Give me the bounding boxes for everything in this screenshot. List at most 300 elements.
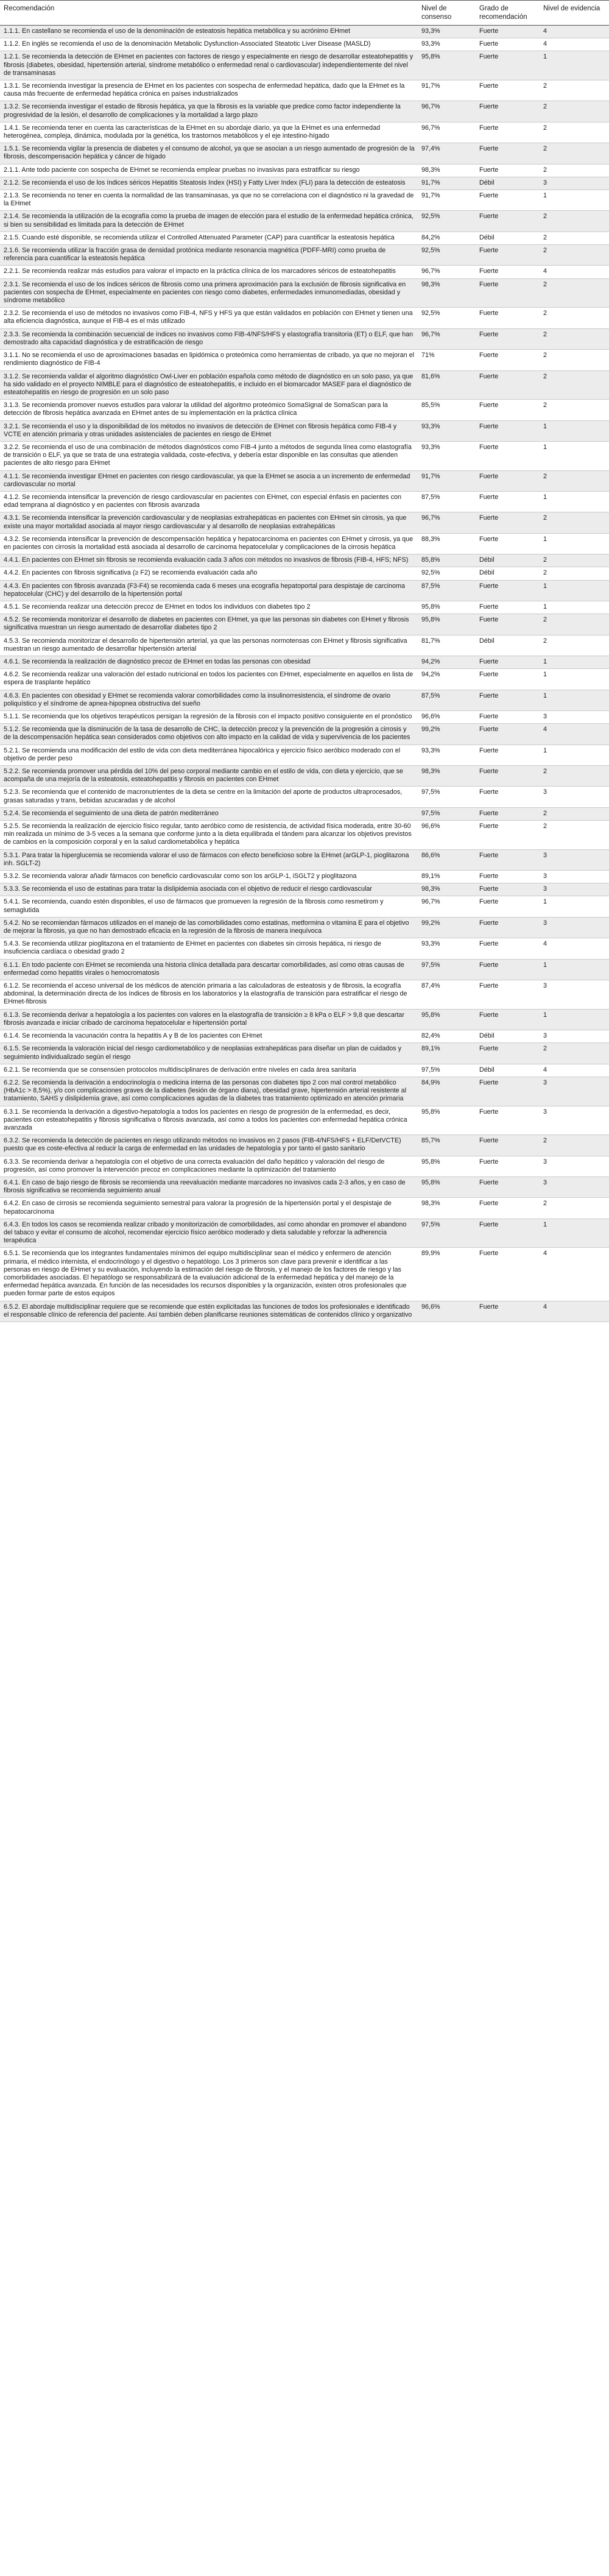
table-row <box>0 278 609 308</box>
table-row <box>0 190 609 211</box>
consensus-value: 93,3% <box>418 38 476 51</box>
evidence-level: 2 <box>540 1135 609 1156</box>
evidence-level: 3 <box>540 711 609 724</box>
header-nivel-evidencia: Nivel de evidencia <box>540 1 609 26</box>
table-row <box>0 938 609 959</box>
table-row <box>0 512 609 533</box>
recommendation-text: 5.4.2. No se recomiendan fármacos utilizados en el manejo de las comorbilidades como estatinas, metformina o vitamina E para el objetivo de mejorar la fibrosis, ya que no han demostrado eficacia en la regresión de la fibrosis de manera inequívoca <box>0 917 418 938</box>
grade-value: Fuerte <box>476 980 540 1010</box>
recommendation-text: 6.1.3. Se recomienda derivar a hepatología a los pacientes con valores en la elastografía de transición ≥ 8 kPa o ELF > 9,8 que descartar fibrosis avanzada e iniciar cribado de carcinoma hepatocelular e hipertensión portal <box>0 1009 418 1030</box>
recommendation-text: 1.5.1. Se recomienda vigilar la presencia de diabetes y el consumo de alcohol, ya que se asocian a un riesgo aumentado de progresión de la fibrosis, descompensación hepática y cáncer de hígado <box>0 143 418 164</box>
consensus-value: 95,8% <box>418 601 476 614</box>
evidence-level: 1 <box>540 669 609 690</box>
consensus-value: 93,3% <box>418 938 476 959</box>
consensus-value: 96,6% <box>418 711 476 724</box>
header-grado-recomendacion: Grado de recomendación <box>476 1 540 26</box>
evidence-level: 1 <box>540 1009 609 1030</box>
recommendation-text: 6.1.2. Se recomienda el acceso universal de los médicos de atención primaria a las calculadoras de esteatosis y de fibrosis, la ecografía abdominal, la determinación directa de los índices de fibrosis en los laboratorios y la elastografía de transición para estratificar el riesgo de EHmet-fibrosis <box>0 980 418 1010</box>
grade-value: Fuerte <box>476 724 540 745</box>
grade-value: Fuerte <box>476 711 540 724</box>
grade-value: Fuerte <box>476 512 540 533</box>
consensus-value: 98,3% <box>418 883 476 896</box>
evidence-level: 2 <box>540 278 609 308</box>
grade-value: Fuerte <box>476 1177 540 1197</box>
grade-value: Fuerte <box>476 959 540 980</box>
grade-value: Fuerte <box>476 917 540 938</box>
table-row <box>0 787 609 807</box>
consensus-value: 94,2% <box>418 669 476 690</box>
table-row <box>0 1177 609 1197</box>
evidence-level: 2 <box>540 308 609 328</box>
recommendation-text: 5.2.1. Se recomienda una modificación del estilo de vida con dieta mediterránea hipocalórica y ejercicio físico aeróbico moderado con el objetivo de perder peso <box>0 745 418 765</box>
consensus-value: 93,3% <box>418 745 476 765</box>
evidence-level: 2 <box>540 470 609 491</box>
recommendation-text: 4.6.1. Se recomienda la realización de diagnóstico precoz de EHmet en todas las personas con obesidad <box>0 656 418 668</box>
consensus-value: 92,5% <box>418 211 476 232</box>
grade-value: Fuerte <box>476 245 540 266</box>
table-row <box>0 1077 609 1106</box>
grade-value: Fuerte <box>476 491 540 512</box>
grade-value: Fuerte <box>476 400 540 420</box>
grade-value: Fuerte <box>476 370 540 400</box>
recommendation-text: 2.1.2. Se recomienda el uso de los índices séricos Hepatitis Steatosis Index (HSI) y Fatty Liver Index (FLI) para la detección de esteatosis <box>0 177 418 189</box>
evidence-level: 3 <box>540 1077 609 1106</box>
evidence-level: 1 <box>540 533 609 554</box>
consensus-value: 95,8% <box>418 1106 476 1135</box>
recommendation-text: 6.2.1. Se recomienda que se consensúen protocolos multidisciplinares de derivación entre niveles en cada área sanitaria <box>0 1064 418 1077</box>
grade-value: Fuerte <box>476 1106 540 1135</box>
consensus-value: 71% <box>418 350 476 370</box>
recommendation-text: 4.4.2. En pacientes con fibrosis significativa (≥ F2) se recomienda evaluación cada año <box>0 567 418 580</box>
consensus-value: 87,4% <box>418 980 476 1010</box>
recommendation-text: 5.4.3. Se recomienda utilizar pioglitazona en el tratamiento de EHmet en pacientes con diabetes sin cirrosis hepática, ni riesgo de insuficiencia cardíaca o obesidad grado 2 <box>0 938 418 959</box>
consensus-value: 99,2% <box>418 724 476 745</box>
recommendation-text: 3.2.1. Se recomienda el uso y la disponibilidad de los métodos no invasivos de detección de EHmet con fibrosis hepática como FIB-4 y VCTE en atención primaria y otras unidades asistenciales de pacientes en riesgo de EHmet <box>0 420 418 441</box>
recommendation-text: 5.1.1. Se recomienda que los objetivos terapéuticos persigan la regresión de la fibrosis con el impacto positivo consiguiente en el pronóstico <box>0 711 418 724</box>
evidence-level: 1 <box>540 690 609 710</box>
table-row <box>0 807 609 820</box>
grade-value: Fuerte <box>476 669 540 690</box>
consensus-value: 98,3% <box>418 164 476 177</box>
evidence-level: 2 <box>540 766 609 787</box>
recommendation-text: 2.1.5. Cuando esté disponible, se recomienda utilizar el Controlled Attenuated Parameter (CAP) para cuantificar la esteatosis hepática <box>0 232 418 244</box>
evidence-level: 2 <box>540 164 609 177</box>
consensus-value: 95,8% <box>418 1177 476 1197</box>
table-row <box>0 177 609 189</box>
recommendation-text: 6.3.3. Se recomienda derivar a hepatología con el objetivo de una correcta evaluación del daño hepático y valoración del riesgo de progresión, así como promover la intervención precoz en complicaciones mediante la optimización del tratamiento <box>0 1156 418 1177</box>
recommendation-text: 1.1.1. En castellano se recomienda el uso de la denominación de esteatosis hepática metabólica y su acrónimo EHmet <box>0 26 418 38</box>
table-row <box>0 441 609 470</box>
table-row <box>0 669 609 690</box>
evidence-level: 4 <box>540 1248 609 1301</box>
table-row <box>0 601 609 614</box>
evidence-level: 2 <box>540 635 609 656</box>
grade-value: Fuerte <box>476 420 540 441</box>
grade-value: Débil <box>476 177 540 189</box>
consensus-value: 97,5% <box>418 787 476 807</box>
recommendation-text: 2.3.3. Se recomienda la combinación secuencial de índices no invasivos como FIB-4/NFS/HFS y elastografía transitoria (ET) o ELF, que han demostrado alta capacidad diagnóstica y de estratificación de riesgo <box>0 328 418 349</box>
grade-value: Fuerte <box>476 533 540 554</box>
evidence-level: 3 <box>540 177 609 189</box>
recommendation-text: 6.5.1. Se recomienda que los integrantes fundamentales mínimos del equipo multidisciplinar sean el médico y enfermero de atención primaria, el médico internista, el endocrinólogo y el digestivo o hepatólogo. Los 3 primeros son clave para prevenir e identificar a las personas en riesgo de EHmet y su evaluación, incluyendo la estimación del riesgo de fibrosis, y el manejo de los factores de riesgo y las comorbilidades asociadas. El hepatólogo se responsabilizará de la evaluación adicional de la enfermedad hepática y del manejo de la enfermedad hepática avanzada. En función de las necesidades los recursos disponibles y la organización, existen otros profesionales que pueden formar parte de estos equipos <box>0 1248 418 1301</box>
consensus-value: 88,3% <box>418 533 476 554</box>
grade-value: Fuerte <box>476 614 540 635</box>
table-row <box>0 328 609 349</box>
evidence-level: 4 <box>540 1301 609 1322</box>
evidence-level: 1 <box>540 959 609 980</box>
evidence-level: 3 <box>540 1030 609 1043</box>
evidence-level: 3 <box>540 1106 609 1135</box>
recommendation-text: 2.3.2. Se recomienda el uso de métodos no invasivos como FIB-4, NFS y HFS ya que están validados en población con EHmet y tienen una alta eficiencia diagnóstica, aunque el FIB-4 es el más utilizado <box>0 308 418 328</box>
consensus-value: 93,3% <box>418 441 476 470</box>
table-row <box>0 211 609 232</box>
recommendation-text: 4.5.3. Se recomienda monitorizar el desarrollo de hipertensión arterial, ya que las personas normotensas con EHmet y fibrosis significativa muestran un riesgo aumentado de desarrollar hipertensión arterial <box>0 635 418 656</box>
table-row <box>0 26 609 38</box>
grade-value: Fuerte <box>476 690 540 710</box>
consensus-value: 81,6% <box>418 370 476 400</box>
evidence-level: 2 <box>540 1043 609 1064</box>
grade-value: Débil <box>476 1030 540 1043</box>
consensus-value: 84,9% <box>418 1077 476 1106</box>
table-row <box>0 1248 609 1301</box>
table-row <box>0 80 609 101</box>
consensus-value: 91,7% <box>418 80 476 101</box>
evidence-level: 3 <box>540 849 609 870</box>
evidence-level: 3 <box>540 917 609 938</box>
grade-value: Fuerte <box>476 278 540 308</box>
evidence-level: 2 <box>540 80 609 101</box>
recommendation-text: 4.1.2. Se recomienda intensificar la prevención de riesgo cardiovascular en pacientes con EHmet, con especial énfasis en pacientes con edad temprana al diagnóstico y en pacientes con fibrosis avanzada <box>0 491 418 512</box>
consensus-value: 97,5% <box>418 1064 476 1077</box>
recommendation-text: 5.3.3. Se recomienda el uso de estatinas para tratar la dislipidemia asociada con el objetivo de reducir el riesgo cardiovascular <box>0 883 418 896</box>
consensus-value: 98,3% <box>418 1198 476 1219</box>
grade-value: Fuerte <box>476 1219 540 1248</box>
table-row <box>0 766 609 787</box>
consensus-value: 85,8% <box>418 554 476 567</box>
grade-value: Fuerte <box>476 266 540 278</box>
table-row <box>0 980 609 1010</box>
consensus-value: 87,5% <box>418 690 476 710</box>
recommendation-text: 1.3.1. Se recomienda investigar la presencia de EHmet en los pacientes con sospecha de enfermedad hepática, dado que la EHmet es la causa más frecuente de enfermedad hepática crónica en países industrializados <box>0 80 418 101</box>
table-row <box>0 1219 609 1248</box>
evidence-level: 2 <box>540 245 609 266</box>
consensus-value: 96,7% <box>418 266 476 278</box>
consensus-value: 95,8% <box>418 1009 476 1030</box>
recommendation-text: 4.6.3. En pacientes con obesidad y EHmet se recomienda valorar comorbilidades como la insulinorresistencia, el síndrome de ovario poliquístico y el síndrome de apnea-hipopnea obstructiva del sueño <box>0 690 418 710</box>
table-row <box>0 554 609 567</box>
recommendation-text: 4.3.1. Se recomienda intensificar la prevención cardiovascular y de neoplasias extrahepáticas en pacientes con EHmet sin cirrosis, ya que existe una mayor mortalidad asociada al mayor riesgo cardiovascular y al desarrollo de neoplasias extrahepáticas <box>0 512 418 533</box>
table-row <box>0 821 609 850</box>
grade-value: Fuerte <box>476 580 540 601</box>
recommendation-text: 4.3.2. Se recomienda intensificar la prevención de descompensación hepática y hepatocarcinoma en pacientes con EHmet y cirrosis, ya que en pacientes con cirrosis la mortalidad está asociada al desarrollo de carcinoma hepatocelular y complicaciones de la cirrosis hepática <box>0 533 418 554</box>
evidence-level: 4 <box>540 38 609 51</box>
evidence-level: 1 <box>540 491 609 512</box>
table-row <box>0 1135 609 1156</box>
table-row <box>0 959 609 980</box>
evidence-level: 2 <box>540 122 609 143</box>
table-row <box>0 711 609 724</box>
grade-value: Débil <box>476 232 540 244</box>
header-recomendacion: Recomendación <box>0 1 418 26</box>
recommendation-text: 2.2.1. Se recomienda realizar más estudios para valorar el impacto en la práctica clínica de los marcadores séricos de esteatohepatitis <box>0 266 418 278</box>
recommendation-text: 3.1.3. Se recomienda promover nuevos estudios para valorar la utilidad del algoritmo proteómico SomaSignal de SomaScan para la detección de fibrosis hepática avanzada en EHmet antes de su implementación en la práctica clínica <box>0 400 418 420</box>
evidence-level: 1 <box>540 51 609 80</box>
consensus-value: 89,1% <box>418 1043 476 1064</box>
table-row <box>0 51 609 80</box>
consensus-value: 96,7% <box>418 101 476 122</box>
grade-value: Fuerte <box>476 1301 540 1322</box>
evidence-level: 4 <box>540 938 609 959</box>
consensus-value: 92,5% <box>418 308 476 328</box>
evidence-level: 2 <box>540 211 609 232</box>
recommendation-text: 4.5.2. Se recomienda monitorizar el desarrollo de diabetes en pacientes con EHmet, ya que las personas sin diabetes con EHmet y fibrosis significativa muestran un riesgo aumentado de desarrollar diabetes tipo 2 <box>0 614 418 635</box>
recommendation-text: 3.1.1. No se recomienda el uso de aproximaciones basadas en lipidómica o proteómica como herramientas de cribado, ya que no mejoran el rendimiento diagnóstico de FIB-4 <box>0 350 418 370</box>
recommendation-text: 6.5.2. El abordaje multidisciplinar requiere que se recomiende que estén explicitadas las funciones de todos los profesionales e identificado el responsable clínico de referencia del paciente. Así también deben planificarse reuniones sistemáticas de contenidos clínico y organizativo <box>0 1301 418 1322</box>
consensus-value: 85,7% <box>418 1135 476 1156</box>
grade-value: Fuerte <box>476 38 540 51</box>
recommendation-text: 2.1.3. Se recomienda no tener en cuenta la normalidad de las transaminasas, ya que no se correlaciona con el diagnóstico ni la gravedad de la EHmet <box>0 190 418 211</box>
recommendation-text: 5.4.1. Se recomienda, cuando estén disponibles, el uso de fármacos que promueven la regresión de la fibrosis como resmetirom y semaglutida <box>0 896 418 917</box>
recommendation-text: 6.3.2. Se recomienda la detección de pacientes en riesgo utilizando métodos no invasivos en 2 pasos (FIB-4/NFS/HFS + ELF/DetVCTE) puesto que es coste-efectiva al reducir la carga de enfermedad en las unidades de hepatología y por tanto el gasto sanitario <box>0 1135 418 1156</box>
grade-value: Fuerte <box>476 938 540 959</box>
table-row <box>0 533 609 554</box>
evidence-level: 2 <box>540 1198 609 1219</box>
recommendation-text: 5.2.2. Se recomienda promover una pérdida del 10% del peso corporal mediante cambio en el estilo de vida, con dieta y ejercicio, que se acompaña de una mejoría de la esteatosis, esteatohepatitis y fibrosis en pacientes con EHmet <box>0 766 418 787</box>
table-row <box>0 1043 609 1064</box>
evidence-level: 3 <box>540 883 609 896</box>
table-row <box>0 491 609 512</box>
grade-value: Débil <box>476 635 540 656</box>
grade-value: Fuerte <box>476 26 540 38</box>
recommendation-text: 6.4.2. En caso de cirrosis se recomienda seguimiento semestral para valorar la progresión de la hipertensión portal y el despistaje de hepatocarcinoma <box>0 1198 418 1219</box>
grade-value: Fuerte <box>476 164 540 177</box>
evidence-level: 2 <box>540 400 609 420</box>
evidence-level: 3 <box>540 787 609 807</box>
evidence-level: 3 <box>540 1156 609 1177</box>
evidence-level: 3 <box>540 1177 609 1197</box>
table-row <box>0 635 609 656</box>
grade-value: Fuerte <box>476 1135 540 1156</box>
grade-value: Fuerte <box>476 883 540 896</box>
consensus-value: 92,5% <box>418 567 476 580</box>
evidence-level: 2 <box>540 554 609 567</box>
table-row <box>0 370 609 400</box>
table-row <box>0 580 609 601</box>
consensus-value: 99,2% <box>418 917 476 938</box>
recommendation-text: 3.2.2. Se recomienda el uso de una combinación de métodos diagnósticos como FIB-4 junto a métodos de segunda línea como elastografía de transición o ELF, ya que se trata de una estrategia validada, coste-efectiva, y debería estar disponible en las consultas que atienden pacientes de alto riesgo para EHmet <box>0 441 418 470</box>
evidence-level: 1 <box>540 441 609 470</box>
grade-value: Fuerte <box>476 51 540 80</box>
evidence-level: 1 <box>540 896 609 917</box>
evidence-level: 3 <box>540 980 609 1010</box>
grade-value: Fuerte <box>476 143 540 164</box>
table-row <box>0 245 609 266</box>
grade-value: Fuerte <box>476 807 540 820</box>
consensus-value: 93,3% <box>418 26 476 38</box>
consensus-value: 95,8% <box>418 1156 476 1177</box>
recommendation-text: 5.2.3. Se recomienda que el contenido de macronutrientes de la dieta se centre en la limitación del aporte de productos ultraprocesados, grasas saturadas y trans, bebidas azucaradas y de alcohol <box>0 787 418 807</box>
consensus-value: 87,5% <box>418 491 476 512</box>
consensus-value: 96,7% <box>418 512 476 533</box>
grade-value: Fuerte <box>476 211 540 232</box>
consensus-value: 92,5% <box>418 245 476 266</box>
grade-value: Fuerte <box>476 896 540 917</box>
recommendation-text: 2.1.4. Se recomienda la utilización de la ecografía como la prueba de imagen de elección para el estudio de la enfermedad hepática crónica, si bien su sensibilidad es limitada para la detección de EHmet <box>0 211 418 232</box>
grade-value: Fuerte <box>476 745 540 765</box>
grade-value: Fuerte <box>476 1077 540 1106</box>
consensus-value: 96,6% <box>418 821 476 850</box>
consensus-value: 95,8% <box>418 51 476 80</box>
evidence-level: 1 <box>540 745 609 765</box>
consensus-value: 98,3% <box>418 766 476 787</box>
grade-value: Débil <box>476 554 540 567</box>
evidence-level: 2 <box>540 567 609 580</box>
recommendation-text: 6.4.1. En caso de bajo riesgo de fibrosis se recomienda una reevaluación mediante marcadores no invasivos cada 2-3 años, y en caso de fibrosis significativa se recomienda seguimiento anual <box>0 1177 418 1197</box>
table-row <box>0 1301 609 1322</box>
recommendation-text: 1.3.2. Se recomienda investigar el estadio de fibrosis hepática, ya que la fibrosis es la variable que predice como factor independiente la progresividad de la lesión, el desarrollo de complicaciones y la mortalidad a largo plazo <box>0 101 418 122</box>
consensus-value: 93,3% <box>418 420 476 441</box>
table-header <box>0 1 609 26</box>
consensus-value: 86,6% <box>418 849 476 870</box>
evidence-level: 2 <box>540 328 609 349</box>
consensus-value: 84,2% <box>418 232 476 244</box>
evidence-level: 2 <box>540 143 609 164</box>
grade-value: Fuerte <box>476 122 540 143</box>
consensus-value: 96,7% <box>418 328 476 349</box>
consensus-value: 98,3% <box>418 278 476 308</box>
grade-value: Fuerte <box>476 601 540 614</box>
evidence-level: 2 <box>540 350 609 370</box>
recommendation-text: 5.3.1. Para tratar la hiperglucemia se recomienda valorar el uso de fármacos con efecto beneficioso sobre la EHmet (arGLP-1, pioglitazona inh. SGLT-2) <box>0 849 418 870</box>
consensus-value: 97,5% <box>418 807 476 820</box>
header-nivel-consenso: Nivel de consenso <box>418 1 476 26</box>
consensus-value: 94,2% <box>418 656 476 668</box>
table-row <box>0 38 609 51</box>
recommendation-text: 5.2.4. Se recomienda el seguimiento de una dieta de patrón mediterráneo <box>0 807 418 820</box>
recommendation-text: 4.4.1. En pacientes con EHmet sin fibrosis se recomienda evaluación cada 3 años con métodos no invasivos de fibrosis (FIB-4, HFS; NFS) <box>0 554 418 567</box>
grade-value: Fuerte <box>476 441 540 470</box>
table-row <box>0 614 609 635</box>
table-row <box>0 656 609 668</box>
grade-value: Fuerte <box>476 470 540 491</box>
recommendation-text: 4.5.1. Se recomienda realizar una detección precoz de EHmet en todos los individuos con diabetes tipo 2 <box>0 601 418 614</box>
recommendation-text: 1.2.1. Se recomienda la detección de EHmet en pacientes con factores de riesgo y especialmente en riesgo de desarrollar esteatohepatitis y fibrosis (diabetes, obesidad, hipertensión arterial, síndrome metabólico o enfermedad renal o cardiovascular) independientemente del nivel de transaminasas <box>0 51 418 80</box>
consensus-value: 96,6% <box>418 1301 476 1322</box>
recommendation-text: 6.2.2. Se recomienda la derivación a endocrinología o medicina interna de las personas con diabetes tipo 2 con mal control metabólico (HbA1c > 8,5%), y/o con complicaciones graves de la diabetes (lesión de órgano diana), obesidad grave, hipertensión arterial resistente al tratamiento, SAHS y dislipidemia grave, así como complicaciones agudas de la diabetes tras tratamiento optimizado en atención primaria <box>0 1077 418 1106</box>
recommendation-text: 6.1.1. En todo paciente con EHmet se recomienda una historia clínica detallada para descartar comorbilidades, así como otras causas de enfermedad como hepatitis virales o hemocromatosis <box>0 959 418 980</box>
grade-value: Fuerte <box>476 190 540 211</box>
grade-value: Fuerte <box>476 101 540 122</box>
evidence-level: 2 <box>540 807 609 820</box>
consensus-value: 97,5% <box>418 959 476 980</box>
grade-value: Fuerte <box>476 1198 540 1219</box>
recommendation-text: 2.3.1. Se recomienda el uso de los índices séricos de fibrosis como una primera aproximación para la exclusión de fibrosis significativa en pacientes con sospecha de EHmet, especialmente en pacientes con riesgo como diabetes, enfermedades inmunomediadas, obesidad y síndrome metabólico <box>0 278 418 308</box>
table-row <box>0 420 609 441</box>
table-row <box>0 745 609 765</box>
evidence-level: 2 <box>540 232 609 244</box>
table-row <box>0 917 609 938</box>
table-row <box>0 849 609 870</box>
table-row <box>0 232 609 244</box>
grade-value: Fuerte <box>476 821 540 850</box>
evidence-level: 4 <box>540 266 609 278</box>
recommendation-text: 2.1.1. Ante todo paciente con sospecha de EHmet se recomienda emplear pruebas no invasivas para estratificar su riesgo <box>0 164 418 177</box>
table-row <box>0 1156 609 1177</box>
recommendation-text: 5.3.2. Se recomienda valorar añadir fármacos con beneficio cardiovascular como son los arGLP-1, iSGLT2 y pioglitazona <box>0 871 418 883</box>
grade-value: Fuerte <box>476 1009 540 1030</box>
consensus-value: 87,5% <box>418 580 476 601</box>
table-row <box>0 871 609 883</box>
evidence-level: 1 <box>540 1219 609 1248</box>
table-row <box>0 101 609 122</box>
consensus-value: 95,8% <box>418 614 476 635</box>
table-row <box>0 1064 609 1077</box>
evidence-level: 1 <box>540 420 609 441</box>
table-row <box>0 724 609 745</box>
recommendation-text: 4.6.2. Se recomienda realizar una valoración del estado nutricional en todos los pacientes con EHmet, especialmente en aquellos en lista de espera de trasplante hepático <box>0 669 418 690</box>
table-row <box>0 308 609 328</box>
consensus-value: 89,1% <box>418 871 476 883</box>
table-row <box>0 143 609 164</box>
recommendation-text: 6.3.1. Se recomienda la derivación a digestivo-hepatología a todos los pacientes en riesgo de progresión de la enfermedad, es decir, pacientes con esteatohepatitis y fibrosis significativa o fibrosis avanzada, así como a todos los pacientes con enfermedad hepática crónica avanzada <box>0 1106 418 1135</box>
grade-value: Fuerte <box>476 766 540 787</box>
recommendation-text: 5.2.5. Se recomienda la realización de ejercicio físico regular, tanto aeróbico como de resistencia, de actividad física moderada, entre 30-60 min realizada un mínimo de 3-5 veces a la semana que conforme junto a la dieta equilibrada el tándem para alcanzar los objetivos previstos de cambios en la composición corporal y en la salud cardiometabólica y hepática <box>0 821 418 850</box>
consensus-value: 97,5% <box>418 1219 476 1248</box>
evidence-level: 4 <box>540 26 609 38</box>
grade-value: Fuerte <box>476 787 540 807</box>
evidence-level: 1 <box>540 580 609 601</box>
evidence-level: 4 <box>540 724 609 745</box>
recommendation-text: 2.1.6. Se recomienda utilizar la fracción grasa de densidad protónica mediante resonancia magnética (PDFF-MRI) como prueba de referencia para cuantificar la esteatosis hepática <box>0 245 418 266</box>
evidence-level: 2 <box>540 821 609 850</box>
consensus-value: 97,4% <box>418 143 476 164</box>
table-row <box>0 896 609 917</box>
table-row <box>0 883 609 896</box>
evidence-level: 1 <box>540 656 609 668</box>
grade-value: Fuerte <box>476 328 540 349</box>
evidence-level: 1 <box>540 190 609 211</box>
grade-value: Fuerte <box>476 80 540 101</box>
evidence-level: 1 <box>540 601 609 614</box>
consensus-value: 82,4% <box>418 1030 476 1043</box>
evidence-level: 2 <box>540 370 609 400</box>
table-row <box>0 567 609 580</box>
table-body <box>0 26 609 1322</box>
evidence-level: 3 <box>540 871 609 883</box>
consensus-value: 91,7% <box>418 470 476 491</box>
table-row <box>0 266 609 278</box>
consensus-value: 96,7% <box>418 896 476 917</box>
table-row <box>0 350 609 370</box>
grade-value: Fuerte <box>476 308 540 328</box>
grade-value: Fuerte <box>476 350 540 370</box>
evidence-level: 2 <box>540 101 609 122</box>
grade-value: Fuerte <box>476 1248 540 1301</box>
table-row <box>0 122 609 143</box>
recommendation-text: 4.4.3. En pacientes con fibrosis avanzada (F3-F4) se recomienda cada 6 meses una ecografía hepatoportal para despistaje de carcinoma hepatocelular (CHC) y del desarrollo de la hipertensión portal <box>0 580 418 601</box>
header-row <box>0 1 609 26</box>
recommendation-text: 1.1.2. En inglés se recomienda el uso de la denominación Metabolic Dysfunction-Associated Steatotic Liver Disease (MASLD) <box>0 38 418 51</box>
grade-value: Fuerte <box>476 871 540 883</box>
recommendation-text: 6.1.4. Se recomienda la vacunación contra la hepatitis A y B de los pacientes con EHmet <box>0 1030 418 1043</box>
grade-value: Fuerte <box>476 656 540 668</box>
grade-value: Débil <box>476 1064 540 1077</box>
table-row <box>0 1009 609 1030</box>
grade-value: Débil <box>476 567 540 580</box>
recommendation-text: 6.1.5. Se recomienda la valoración inicial del riesgo cardiometabólico y de neoplasias extrahepáticas para diseñar un plan de cuidados y seguimiento individualizado según el riesgo <box>0 1043 418 1064</box>
grade-value: Fuerte <box>476 849 540 870</box>
table-row <box>0 164 609 177</box>
